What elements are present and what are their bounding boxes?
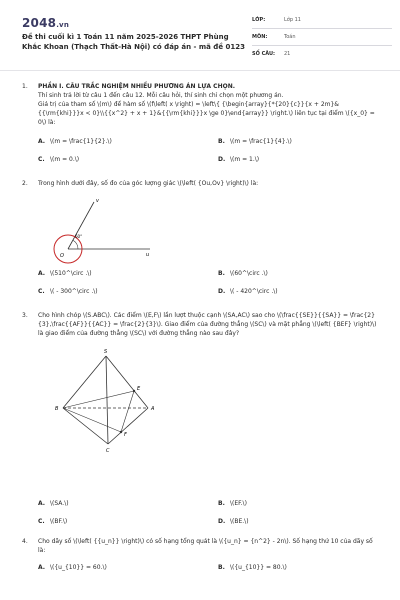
trig-angle-figure	[38, 194, 158, 264]
answer-options	[38, 269, 378, 305]
meta-label: SỐ CÂU:	[252, 51, 276, 57]
meta-row-class	[252, 12, 392, 29]
answer-option-c[interactable]	[38, 287, 198, 305]
angle-arc	[73, 240, 78, 249]
section-title: PHẦN I. CÂU TRẮC NGHIỆM NHIỀU PHƯƠNG ÁN LỰA CHỌN.	[38, 83, 235, 90]
exam-content	[22, 82, 378, 581]
label-o: O	[60, 253, 64, 259]
answer-option-d[interactable]	[218, 517, 378, 535]
question-number: 1.	[22, 83, 28, 90]
edge-ac	[108, 408, 148, 444]
option-letter: B.	[218, 500, 225, 507]
answer-options	[38, 563, 378, 581]
exam-meta-table	[252, 12, 392, 62]
option-text: \({u_{10}} = 60.\)	[50, 564, 107, 571]
edge-bc	[63, 408, 108, 444]
segment-bf	[63, 408, 121, 432]
label-b: B	[55, 406, 59, 412]
meta-value: 21	[284, 51, 291, 57]
option-text: \(EF.\)	[230, 500, 247, 507]
label-e: E	[137, 386, 141, 392]
label-s: S	[104, 349, 108, 355]
option-text: \(SA.\)	[50, 500, 69, 507]
answer-option-c[interactable]	[38, 517, 198, 535]
option-text: \( - 420^\circ .\)	[230, 288, 278, 295]
section-instructions: Thí sinh trả lời từ câu 1 đến câu 12. Mỗi câu hỏi, thí sinh chỉ chọn một phương án.	[38, 92, 284, 99]
logo-sub: .vn	[56, 21, 70, 29]
answer-option-d[interactable]	[218, 287, 378, 305]
meta-value: Lớp 11	[284, 17, 301, 23]
answer-options	[38, 499, 378, 535]
option-letter: D.	[218, 288, 226, 295]
meta-label: MÔN:	[252, 34, 268, 40]
option-text: \(60^\circ .\)	[230, 270, 268, 277]
option-text: \(BF.\)	[50, 518, 68, 525]
option-letter: B.	[218, 138, 225, 145]
logo-main: 2048	[22, 16, 57, 30]
exam-title: Đề thi cuối kì 1 Toán 11 năm 2025-2026 THPT Phùng Khắc Khoan (Thạch Thất-Hà Nội) có đáp án - mã đề 0123	[22, 33, 245, 51]
question-1	[22, 82, 378, 127]
question-number: 2.	[22, 180, 28, 187]
answer-options	[38, 137, 378, 173]
option-letter: D.	[218, 518, 226, 525]
pyramid-figure	[38, 346, 168, 496]
edge-sa	[106, 356, 148, 408]
meta-label: LỚP:	[252, 17, 266, 23]
question-number: 3.	[22, 312, 28, 319]
option-letter: A.	[38, 138, 46, 145]
label-f: F	[124, 432, 127, 438]
question-number: 4.	[22, 538, 28, 545]
label-u: u	[146, 252, 150, 258]
point-e	[133, 390, 135, 392]
answer-option-b[interactable]	[218, 269, 378, 287]
edge-sc	[106, 356, 108, 444]
question-4	[22, 537, 378, 555]
meta-row-subject	[252, 29, 392, 46]
answer-option-d[interactable]	[218, 155, 378, 173]
option-letter: C.	[38, 156, 45, 163]
option-letter: C.	[38, 288, 45, 295]
document-header	[0, 0, 400, 71]
answer-option-b[interactable]	[218, 563, 378, 581]
site-logo[interactable]	[22, 16, 69, 30]
question-text: Cho hình chóp \(S.ABC\). Các điểm \(E,F\) lần lượt thuộc cạnh \(SA,AC\) sao cho \(\frac{{SE}}{{SA}} = \frac{2}{3},\frac{{AF}}{{AC}} = \frac{2}{3}\). Giao điểm của đường thẳng \(SC\) và mặt phẳng \(\left( {BEF} \right)\) là giao điểm của đường thẳng \(SC\) với đường thẳng nào sau đây?	[38, 312, 377, 337]
option-letter: A.	[38, 270, 46, 277]
label-c: C	[106, 448, 110, 454]
edge-sb	[63, 356, 106, 408]
option-letter: D.	[218, 156, 226, 163]
option-text: \(m = \frac{1}{2}.\)	[50, 138, 112, 145]
label-a: A	[151, 406, 155, 412]
answer-option-c[interactable]	[38, 155, 198, 173]
segment-ef	[121, 391, 134, 432]
v-ray-line	[68, 202, 94, 249]
option-letter: A.	[38, 500, 46, 507]
segment-be	[63, 391, 134, 408]
option-text: \(m = 1.\)	[230, 156, 260, 163]
question-text: Trong hình dưới đây, số đo của góc lượng giác \(\left( {Ou,Ov} \right)\) là:	[38, 180, 259, 187]
answer-option-a[interactable]	[38, 499, 198, 517]
answer-option-a[interactable]	[38, 269, 198, 287]
label-v: v	[96, 198, 99, 204]
answer-option-a[interactable]	[38, 563, 198, 581]
option-text: \( - 300^\circ .\)	[50, 288, 98, 295]
option-letter: B.	[218, 270, 225, 277]
option-letter: B.	[218, 564, 225, 571]
answer-option-b[interactable]	[218, 137, 378, 155]
option-text: \(m = 0.\)	[50, 156, 80, 163]
question-body	[38, 82, 378, 127]
meta-value: Toán	[284, 34, 296, 40]
angle-label: 60°	[75, 234, 83, 239]
question-2	[22, 179, 378, 188]
option-text: \(510^\circ .\)	[50, 270, 92, 277]
option-text: \(BE.\)	[230, 518, 249, 525]
answer-option-a[interactable]	[38, 137, 198, 155]
meta-row-question-count	[252, 46, 392, 62]
question-text: Giá trị của tham số \(m\) để hàm số \(f\left( x \right) = \left\{ {\begin{array}{*{20}{c}}{x + 2m}&{{\rm{khi}}}x < 0}\\{{x^2} + x + 1}&{{\rm{khi}}}x \ge 0}\end{array}} \right.\) liên tục tại điểm \({x_0} = 0\) là:	[38, 101, 375, 126]
question-3	[22, 311, 378, 338]
option-text: \({u_{10}} = 80.\)	[230, 564, 287, 571]
option-letter: C.	[38, 518, 45, 525]
question-text: Cho dãy số \(\left( {{u_n}} \right)\) có số hạng tổng quát là \({u_n} = {n^2} - 2n\). Số hạng thứ 10 của dãy số là:	[38, 538, 373, 554]
point-f	[120, 431, 122, 433]
answer-option-b[interactable]	[218, 499, 378, 517]
option-letter: A.	[38, 564, 46, 571]
option-text: \(m = \frac{1}{4}.\)	[230, 138, 292, 145]
